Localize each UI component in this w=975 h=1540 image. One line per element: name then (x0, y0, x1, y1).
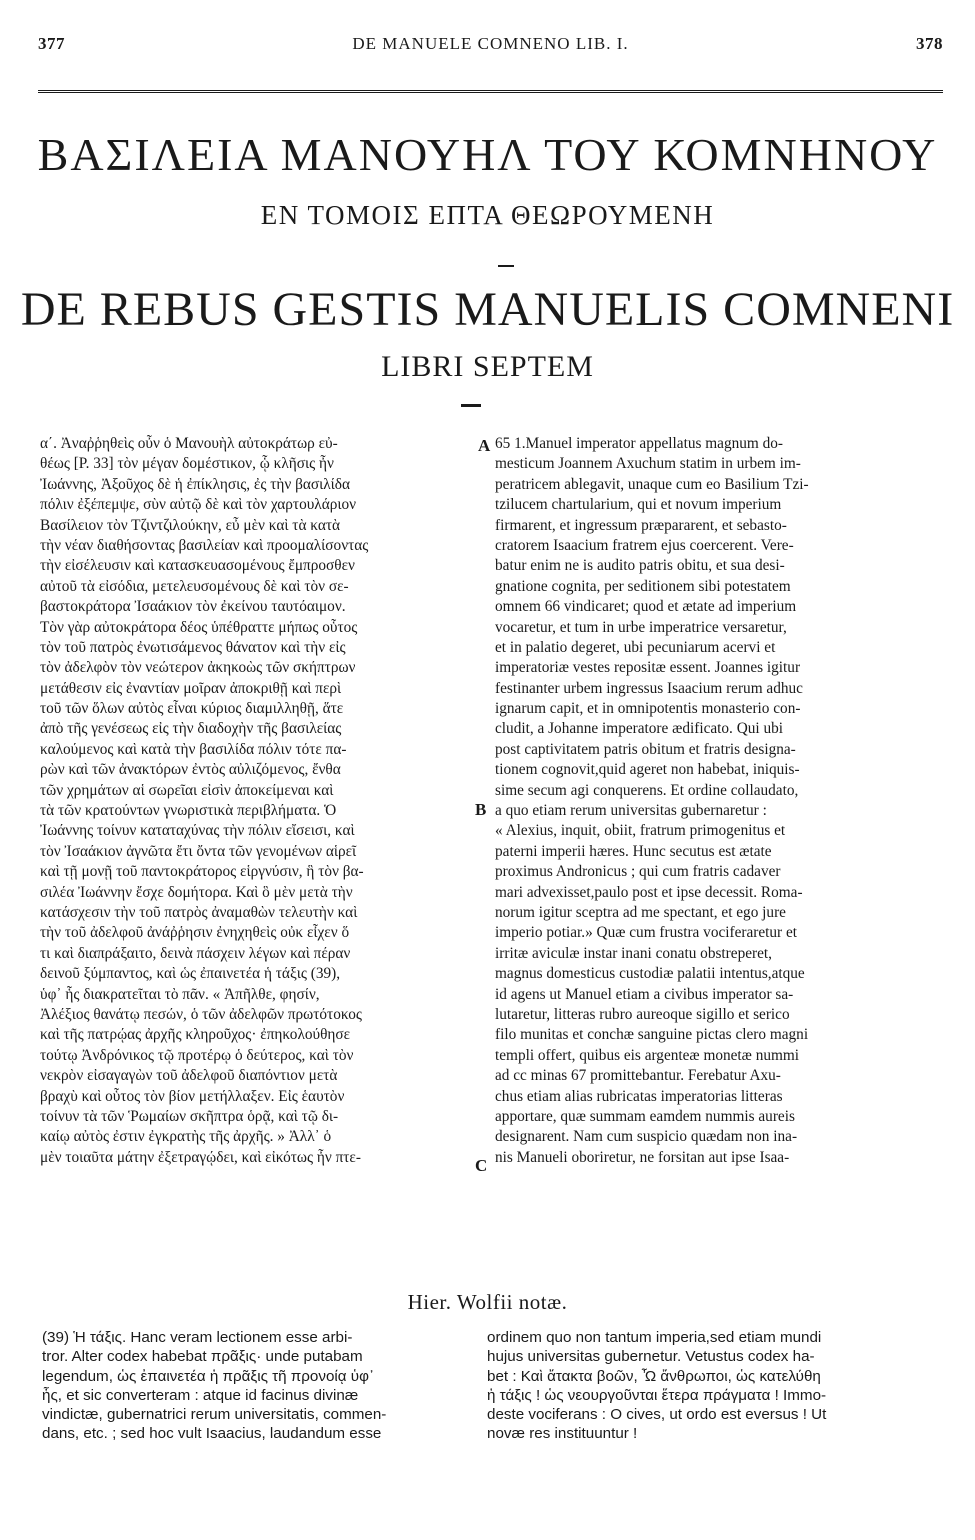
latin-text-line: festinanter urbem ingressus Isaacium rerum adhuc (495, 679, 803, 697)
latin-text-line: peratricem ablegavit, unaque cum eo Basilium Tzi- (495, 475, 809, 493)
latin-text-line: gnatione cognita, per seditionem sibi potestatem (495, 577, 791, 595)
separator-dash (461, 404, 481, 407)
greek-text-line: τὰ τῶν κρατούντων γνωριστικὰ περιβλήματα. Ὁ (40, 802, 337, 820)
latin-text-line: 65 1.Manuel imperator appellatus magnum do- (495, 435, 784, 452)
latin-text-line: tzilucem chartularium, qui et novum imperium (495, 496, 782, 514)
latin-text-line: vocaretur, et tum in urbe imperatrice versaretur, (495, 618, 787, 636)
running-head (38, 30, 943, 60)
note-line: (39) Ἡ τάξις. Hanc veram lectionem esse arbi- (42, 1329, 353, 1346)
margin-letter-a: A (478, 436, 491, 455)
latin-text-line: magnus domesticus custodiæ palatii intentus,atque (495, 965, 805, 983)
page-number-right: 378 (916, 34, 943, 53)
note-line: tror. Alter codex habebat πρᾶξις· unde putabam (42, 1348, 363, 1366)
greek-text-line: τὸν Ἰσαάκιον ἀγνῶτα ἔτι ὄντα τῶν γενομένων αἱρεῖ (40, 842, 357, 860)
latin-text-line: sime secum agi conquerens. Et ordine collaudato, (495, 781, 799, 799)
greek-text-line: μὲν τοιαῦτα μάτην ἐξετραγῴδει, καὶ εἰκότως ἦν πτε- (40, 1148, 361, 1166)
note-line: novæ res instituuntur ! (487, 1425, 638, 1443)
latin-text-line: a quo etiam rerum universitas gubernaretur : (495, 802, 767, 820)
latin-text-line: irritæ aviculæ instar inani conatu obstreperet, (495, 944, 772, 962)
greek-text-line: αὐτοῦ τὰ εἰσόδια, μετελευσομένους δὲ καὶ τὸν σε- (40, 577, 349, 595)
note-line: legendum, ὡς ἐπαινετέα ἡ πρᾶξις τῆ προνοίᾳ ὑφ᾽ (42, 1367, 374, 1385)
greek-text-line: πόλιν ἐξέπεμψε, σὺν αὐτῷ δὲ καὶ τὸν χαρτουλάριον (40, 496, 357, 514)
latin-title: DE REBUS GESTIS MANUELIS COMNENI (20, 283, 955, 336)
greek-text-line: Τὸν γὰρ αὐτοκράτορα δέος ὑπέθραττε μήπως οὗτος (40, 618, 358, 636)
greek-text-line: βαστοκράτορα Ἰσαάκιον τὸν ἐκείνου ταυτόαιμον. (40, 598, 346, 616)
separator-dash (498, 265, 514, 267)
greek-text-line: τοίνυν τὰ τῶν Ῥωμαίων σκῆπτρα ὁρᾷ, καὶ τῷ δι- (40, 1107, 339, 1125)
greek-text-line: σιλέα Ἰωάννην ἔσχε δομήτορα. Καὶ ὃ μὲν μετὰ τὴν (40, 883, 353, 901)
greek-text-line: τὴν τοῦ ἀδελφοῦ ἀνάῤῥησιν ἐνηχηθεὶς οὐκ εἶχεν ὅ (40, 924, 350, 942)
latin-text-line: mari advexisset,paulo post et ipse decessit. Roma- (495, 883, 803, 901)
note-line: ἡ τάξις ! ὡς νεουργοῦνται ἕτερα πράγματα ! Immo- (487, 1386, 827, 1404)
margin-letter-c: C (475, 1156, 488, 1175)
latin-text-line: imperatoriæ vestes repositæ essent. Joannes igitur (495, 659, 801, 677)
latin-text-line: tionem cognovit,quid ageret non habebat, iniquis- (495, 761, 800, 779)
note-line: deste vociferans : O cives, ut ordo est eversus ! Ut (487, 1406, 827, 1424)
greek-text-line: νεκρὸν εἰσαγαγὼν τοῦ ἀδελφοῦ διαπόντιον μετὰ (40, 1067, 338, 1085)
latin-text-line: « Alexius, inquit, obiit, fratrum primogenitus et (495, 822, 786, 840)
greek-text-line: τὸν τοῦ πατρὸς ἐνωτισάμενος θάνατον καὶ τὴν εἰς (40, 638, 346, 656)
greek-text-line: τὸν ἀδελφὸν τὸν νεώτερον ἀκηκοὼς τῶν σκήπτρων (40, 659, 356, 677)
greek-text-line: βραχὺ καὶ οὗτος τὸν βίον μετήλλαξεν. Εἰς ἑαυτὸν (40, 1087, 345, 1105)
latin-text-line: ad cc minas 67 promittebantur. Ferebatur Axu- (495, 1067, 781, 1085)
greek-text-line: καίῳ αὐτὸς ἐστιν ἐγκρατὴς τῆς ἀρχῆς. » Ἀλλ᾽ ὁ (40, 1128, 332, 1146)
latin-text-column (495, 434, 935, 1168)
notes-right-column (487, 1328, 937, 1444)
greek-text-line: θέως [P. 33] τὸν μέγαν δομέστικον, ᾧ κλῆσις ἦν (40, 455, 334, 473)
greek-text-line: δεινοῦ ξύμπαντος, καὶ ὡς ἐπαινετέα ἡ τάξις (39), (40, 965, 341, 983)
note-line: ἧς, et sic converteram : atque id facinus divinæ (42, 1386, 359, 1404)
latin-text-line: apportare, quæ summam eamdem nummis aureis (495, 1107, 795, 1125)
greek-text-line: τὴν νέαν διαθήσοντας βασιλείαν καὶ προομαλίσοντας (40, 536, 369, 554)
greek-text-line: τοῦ τῶν ὅλων αὐτὸς εἶναι κύριος διαμιλληθῇ, ἅτε (40, 700, 344, 718)
latin-text-line: mesticum Joannem Axuchum statim in urbem im- (495, 455, 801, 473)
note-line: ordinem quo non tantum imperia,sed etiam mundi (487, 1329, 822, 1346)
latin-text-line: lutaretur, litteras rubro aureoque sigillo et serico (495, 1005, 790, 1023)
greek-subtitle: ΕΝ ΤΟΜΟΙΣ ΕΠΤΑ ΘΕΩΡΟΥΜΕΝΗ (260, 200, 715, 230)
greek-text-line: α΄. Ἀναῤῥηθεὶς οὖν ὁ Μανουὴλ αὐτοκράτωρ εὐ- (40, 435, 338, 452)
notes-heading: Hier. Wolfii notæ. (407, 1290, 568, 1314)
latin-text-line: filo munitas et conchæ sanguine pictas clero magni (495, 1026, 809, 1044)
greek-text-line: ἀπὸ τῆς γενέσεως εἰς τὴν διαδοχὴν τῆς βασιλείας (40, 720, 342, 738)
greek-text-line: ρὼν καὶ τῶν ἀνακτόρων ἐντὸς αὐλιζόμενος, ἔνθα (40, 761, 341, 779)
greek-text-line: Ἀλέξιος θανάτῳ πεσών, ὁ τῶν ἀδελφῶν πρωτότοκος (40, 1005, 362, 1023)
margin-letter-b: B (475, 800, 487, 819)
greek-title: ΒΑΣΙΛΕΙΑ ΜΑΝΟΥΗΛ ΤΟΥ ΚΟΜΝΗΝΟΥ (37, 129, 938, 180)
greek-text-line: ὑφ᾽ ἧς διακρατεῖται τὸ πᾶν. « Ἀπῆλθε, φησίν, (40, 985, 320, 1003)
greek-text-line: μετάθεσιν εἰς ἐναντίαν μοῖραν ἀποκριθῇ καὶ περὶ (40, 679, 342, 697)
latin-text-line: firmarent, et ingressum præpararent, et sebasto- (495, 516, 787, 534)
running-title: DE MANUELE COMNENO LIB. I. (352, 34, 629, 53)
latin-text-line: cratorem Isaacium fratrem ejus coercerent. Vere- (495, 536, 794, 554)
greek-text-line: κατάσχεσιν τὴν τοῦ πατρὸς ἀναμαθὼν τελευτὴν καὶ (40, 903, 358, 921)
latin-text-line: designarent. Nam cum suspicio quædam non ina- (495, 1128, 798, 1146)
greek-text-line: καλούμενος καὶ κατὰ τὴν βασιλίδα πόλιν τότε πα- (40, 740, 347, 758)
greek-text-line: τὴν εἰσέλευσιν καὶ κατασκευασομένους ἔμπροσθεν (40, 557, 355, 575)
latin-text-line: norum igitur sceptra ad me spectant, et ego jure (495, 903, 786, 921)
note-line: dans, etc. ; sed hoc vult Isaacius, laudandum esse (42, 1425, 382, 1443)
latin-text-line: id agens ut Manuel etiam a civibus imperator sa- (495, 985, 794, 1003)
greek-text-line: Ἰωάννης τοίνυν καταταχύνας τὴν πόλιν εἴσεισι, καὶ (40, 822, 355, 840)
latin-text-line: paterni imperii hæres. Hunc secutus est ætate (495, 842, 772, 860)
latin-subtitle: LIBRI SEPTEM (381, 350, 594, 383)
greek-text-line: τούτῳ Ἀνδρόνικος τῷ προτέρῳ ὁ δεύτερος, καὶ τὸν (40, 1046, 354, 1064)
greek-text-line: καὶ τῆς πατρῴας ἀρχῆς κληροῦχος· ἐπηκολούθησε (40, 1026, 351, 1044)
latin-text-line: post captivitatem patris obitum et fratris designa- (495, 740, 796, 758)
latin-text-line: imperio potiar.» Quæ cum frustra vociferaretur et (495, 924, 798, 942)
latin-text-line: chus etiam alias rubricatas imperatorias litteras (495, 1087, 783, 1105)
note-line: hujus universitas gubernetur. Vetustus codex ha- (487, 1348, 815, 1366)
note-line: bet : Καὶ ἄτακτα βοῶν, Ὦ ἄνθρωποι, ὡς κατελύθη (487, 1367, 821, 1385)
latin-text-line: ignarum capit, et in omnipotentis monasterio con- (495, 700, 801, 718)
notes-left-column (42, 1328, 472, 1444)
greek-text-line: Ἰωάννης, Ἀξοῦχος δὲ ἡ ἐπίκλησις, ἐς τὴν βασιλίδα (40, 475, 351, 493)
greek-text-line: τι καὶ διαπράξαιτο, δεινὰ πάσχειν λέγων καὶ πέραν (40, 944, 351, 962)
page-number-left: 377 (38, 34, 65, 53)
latin-text-line: cludit, a Johanne imperatore ædificato. Qui ubi (495, 720, 784, 738)
latin-text-line: omnem 66 vindicaret; quod et ætate ad imperium (495, 598, 797, 616)
greek-text-line: καὶ τῇ μονῇ τοῦ παντοκράτορος εἱργνύσιν, ἣ τὸν βα- (40, 863, 364, 881)
latin-text-line: et in palatio degeret, ubi pecuniarum acervi et (495, 638, 776, 656)
note-line: vindictæ, gubernatrici rerum universitatis, commen- (42, 1406, 387, 1424)
latin-text-line: proximus Andronicus ; qui cum fratris cadaver (495, 863, 781, 881)
greek-text-column (40, 434, 468, 1168)
latin-text-line: templi offert, quibus eis argenteæ monetæ nummi (495, 1046, 800, 1064)
header-rule (38, 90, 943, 93)
latin-text-line: batur enim ne is audito patris obitu, et sua desi- (495, 557, 785, 575)
greek-text-line: τῶν χρημάτων αἱ σωρεῖαι εἰσὶν ἀποκείμεναι καὶ (40, 781, 334, 799)
greek-text-line: Βασίλειον τὸν Τζιντζιλούκην, εὖ μὲν καὶ τὰ κατὰ (40, 516, 341, 534)
latin-text-line: nis Manueli oboriretur, ne forsitan aut ipse Isaa- (495, 1148, 790, 1166)
